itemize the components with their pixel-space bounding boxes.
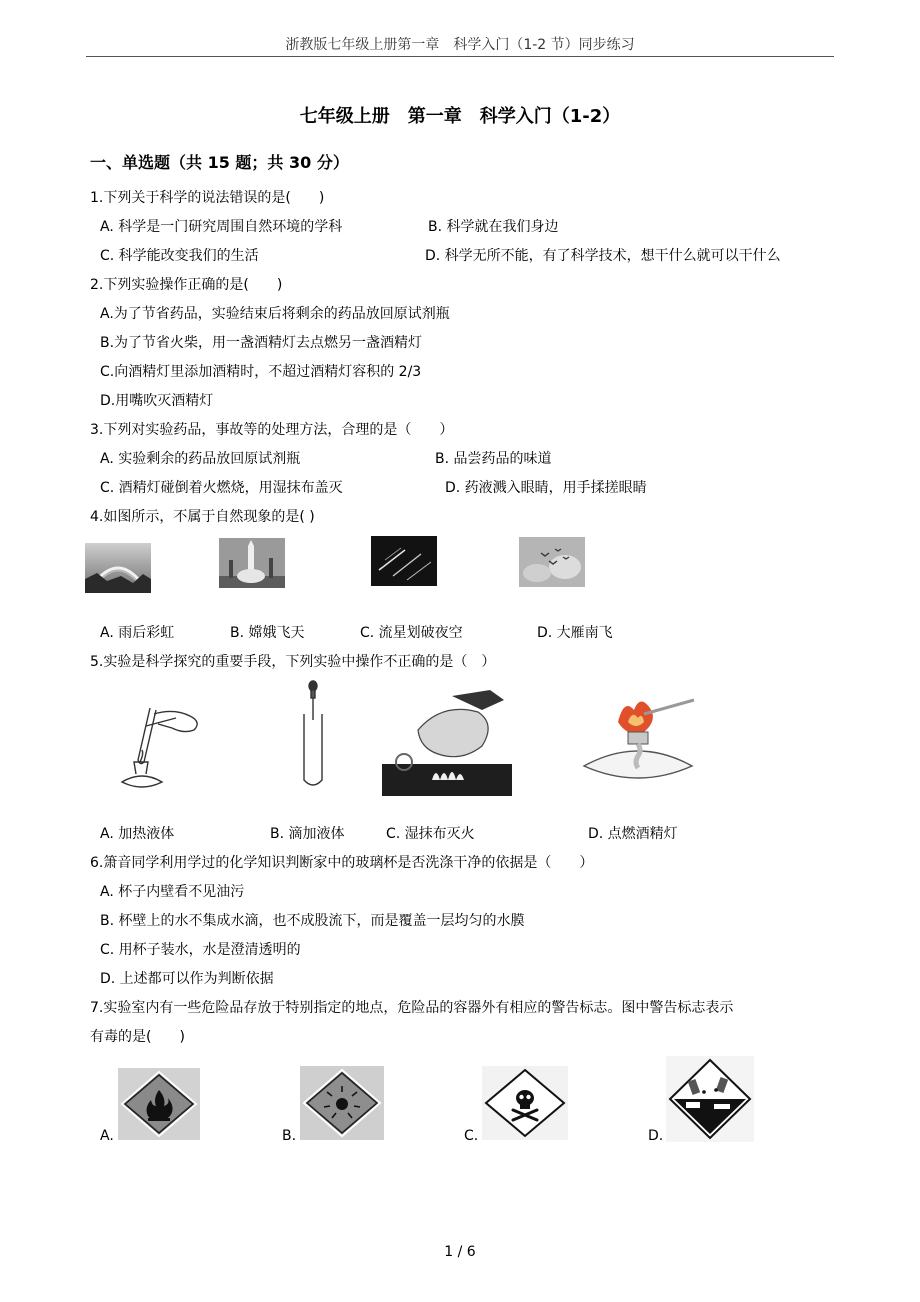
- meteor-photo: [371, 536, 437, 586]
- q3-option-c: C. 酒精灯碰倒着火燃烧，用湿抹布盖灭: [100, 480, 343, 496]
- q1-option-d: D. 科学无所不能，有了科学技术，想干什么就可以干什么: [425, 248, 781, 264]
- q5-stem: 5.实验是科学探究的重要手段，下列实验中操作不正确的是（ ）: [90, 654, 496, 670]
- q7-option-d: D.: [648, 1128, 664, 1144]
- q2-option-b: B.为了节省火柴，用一盏酒精灯去点燃另一盏酒精灯: [100, 335, 423, 351]
- q1-option-a: A. 科学是一门研究周围自然环境的学科: [100, 219, 343, 235]
- dropper-tube-figure: [300, 680, 326, 790]
- heating-liquid-figure: [114, 690, 206, 796]
- q4-option-a: A. 雨后彩虹: [100, 625, 175, 641]
- q1-option-c: C. 科学能改变我们的生活: [100, 248, 259, 264]
- q7-stem-line1: 7.实验室内有一些危险品存放于特别指定的地点，危险品的容器外有相应的警告标志。图中警告标志表示: [90, 1000, 734, 1016]
- q3-option-b: B. 品尝药品的味道: [435, 451, 552, 467]
- q4-option-b: B. 嫦娥飞天: [230, 625, 305, 641]
- section-heading: 一、单选题（共 15 题；共 30 分）: [90, 153, 349, 172]
- q2-option-c: C.向酒精灯里添加酒精时，不超过酒精灯容积的 2/3: [100, 364, 422, 380]
- explosive-sign-icon: [300, 1066, 384, 1140]
- page-header: 浙教版七年级上册第一章 科学入门（1-2 节）同步练习: [285, 37, 635, 53]
- wet-cloth-fire-figure: [382, 690, 512, 796]
- q7-option-c: C.: [464, 1128, 479, 1144]
- q6-option-b: B. 杯壁上的水不集成水滴，也不成股流下，而是覆盖一层均匀的水膜: [100, 913, 525, 929]
- q6-stem: 6.箫音同学利用学过的化学知识判断家中的玻璃杯是否洗涤干净的依据是（ ）: [90, 855, 594, 871]
- q6-option-c: C. 用杯子装水，水是澄清透明的: [100, 942, 301, 958]
- q5-option-a: A. 加热液体: [100, 826, 175, 842]
- q4-option-d: D. 大雁南飞: [537, 625, 613, 641]
- q6-option-d: D. 上述都可以作为判断依据: [100, 971, 274, 987]
- rocket-launch-photo: [219, 538, 285, 588]
- q4-stem: 4.如图所示，不属于自然现象的是( ): [90, 509, 315, 525]
- toxic-sign-icon: [482, 1066, 568, 1140]
- page-number: 1 / 6: [444, 1244, 476, 1260]
- q3-stem: 3.下列对实验药品，事故等的处理方法，合理的是（ ）: [90, 422, 454, 438]
- q4-option-c: C. 流星划破夜空: [360, 625, 463, 641]
- q5-option-c: C. 湿抹布灭火: [386, 826, 475, 842]
- q5-option-b: B. 滴加液体: [270, 826, 345, 842]
- corrosive-sign-icon: [666, 1056, 754, 1142]
- q2-option-d: D.用嘴吹灭酒精灯: [100, 393, 214, 409]
- q7-option-b: B.: [282, 1128, 297, 1144]
- q2-stem: 2.下列实验操作正确的是( ): [90, 277, 283, 293]
- q7-stem-line2: 有毒的是( ): [90, 1029, 185, 1045]
- q6-option-a: A. 杯子内壁看不见油污: [100, 884, 245, 900]
- geese-photo: [519, 537, 585, 587]
- q2-option-a: A.为了节省药品，实验结束后将剩余的药品放回原试剂瓶: [100, 306, 450, 322]
- q7-option-a: A.: [100, 1128, 114, 1144]
- lighting-alcohol-lamp-figure: [578, 692, 700, 792]
- flammable-sign-icon: [118, 1068, 200, 1140]
- q3-option-a: A. 实验剩余的药品放回原试剂瓶: [100, 451, 301, 467]
- rainbow-photo: [85, 543, 151, 593]
- q5-option-d: D. 点燃酒精灯: [588, 826, 678, 842]
- header-rule: [86, 56, 834, 57]
- page-title: 七年级上册 第一章 科学入门（1-2）: [299, 106, 621, 127]
- q1-stem: 1.下列关于科学的说法错误的是( ): [90, 190, 325, 206]
- q1-option-b: B. 科学就在我们身边: [428, 219, 559, 235]
- q3-option-d: D. 药液溅入眼睛，用手揉搓眼睛: [445, 480, 647, 496]
